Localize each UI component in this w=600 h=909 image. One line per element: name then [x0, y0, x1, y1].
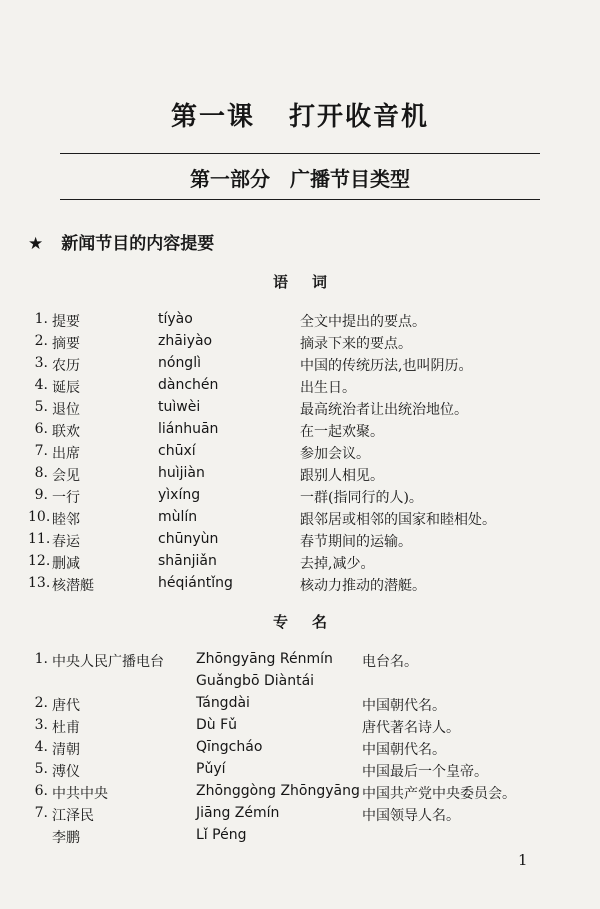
- row-number: 6.: [34, 783, 48, 799]
- vocab-definition: 中国的传统历法,也叫阴历。: [300, 358, 473, 374]
- vocab-pinyin: shānjiǎn: [158, 553, 217, 569]
- name-row: [0, 673, 600, 695]
- name-row: [0, 695, 600, 717]
- divider-bottom: [60, 199, 540, 200]
- vocab-term: 删减: [52, 556, 80, 572]
- vocab-pinyin: dànchén: [158, 377, 219, 393]
- vocab-term: 出席: [52, 446, 80, 462]
- row-number: 13.: [28, 575, 51, 591]
- vocab-definition: 一群(指同行的人)。: [300, 490, 423, 506]
- vocab-definition: 摘录下来的要点。: [300, 336, 412, 352]
- lesson-title: [0, 96, 600, 133]
- vocab-definition: 去掉,减少。: [300, 556, 375, 572]
- vocab-pinyin: chūnyùn: [158, 531, 219, 547]
- vocab-row: [0, 575, 600, 597]
- name-term: 江泽民: [52, 808, 94, 824]
- row-number: 2.: [34, 695, 48, 711]
- name-row: [0, 651, 600, 673]
- row-number: 4.: [34, 739, 48, 755]
- name-term: 杜甫: [52, 720, 80, 736]
- name-term: 李鹏: [52, 830, 80, 846]
- vocab-term: 诞辰: [52, 380, 80, 396]
- vocab-row: [0, 355, 600, 377]
- name-term: 唐代: [52, 698, 80, 714]
- name-term: 清朝: [52, 742, 80, 758]
- vocab-row: [0, 487, 600, 509]
- name-row: [0, 739, 600, 761]
- name-row: [0, 761, 600, 783]
- name-pinyin: Tángdài: [196, 695, 250, 711]
- vocab-pinyin: tuìwèi: [158, 399, 201, 415]
- vocab-row: [0, 465, 600, 487]
- part-title: [0, 163, 600, 192]
- vocab-term: 睦邻: [52, 512, 80, 528]
- name-term: 中共中央: [52, 786, 108, 802]
- lesson-topic: 打开收音机: [289, 102, 430, 132]
- vocab-term: 农历: [52, 358, 80, 374]
- name-row: [0, 805, 600, 827]
- name-definition: 中国朝代名。: [362, 742, 446, 758]
- vocab-term: 核潜艇: [52, 578, 94, 594]
- vocab-row: [0, 311, 600, 333]
- proper-names-heading: 专名: [272, 613, 351, 631]
- vocab-row: [0, 553, 600, 575]
- name-row: [0, 827, 600, 849]
- name-pinyin: Dù Fǔ: [196, 717, 238, 733]
- vocab-pinyin: zhāiyào: [158, 333, 213, 349]
- vocab-row: [0, 377, 600, 399]
- row-number: 9.: [34, 487, 48, 503]
- part-number: 第一部分: [190, 167, 270, 191]
- vocab-row: [0, 421, 600, 443]
- vocab-term: 提要: [52, 314, 80, 330]
- row-number: 3.: [34, 355, 48, 371]
- vocab-pinyin: nónglì: [158, 355, 201, 371]
- vocab-definition: 在一起欢聚。: [300, 424, 384, 440]
- vocab-pinyin: tíyào: [158, 311, 193, 327]
- row-number: 11.: [28, 531, 51, 547]
- vocab-row: [0, 509, 600, 531]
- row-number: 1.: [34, 651, 48, 667]
- vocab-definition: 出生日。: [300, 380, 356, 396]
- vocab-definition: 跟邻居或相邻的国家和睦相处。: [300, 512, 496, 528]
- row-number: 10.: [28, 509, 51, 525]
- name-definition: 电台名。: [362, 654, 418, 670]
- vocab-term: 联欢: [52, 424, 80, 440]
- vocab-definition: 跟别人相见。: [300, 468, 384, 484]
- divider-top: [60, 153, 540, 154]
- vocab-pinyin: liánhuān: [158, 421, 219, 437]
- vocab-pinyin: mùlín: [158, 509, 198, 525]
- name-pinyin: Qīngcháo: [196, 739, 263, 755]
- name-pinyin: Pǔyí: [196, 761, 226, 777]
- vocab-pinyin: héqiántǐng: [158, 575, 233, 591]
- section-heading: [28, 229, 214, 254]
- row-number: 5.: [34, 761, 48, 777]
- name-pinyin: Jiāng Zémín: [196, 805, 280, 821]
- vocab-row: [0, 443, 600, 465]
- vocab-pinyin: yìxíng: [158, 487, 201, 503]
- section-title: 新闻节目的内容提要: [61, 234, 215, 254]
- name-pinyin: Zhōnggòng Zhōngyāng: [196, 783, 360, 799]
- vocab-definition: 最高统治者让出统治地位。: [300, 402, 468, 418]
- vocab-term: 会见: [52, 468, 80, 484]
- name-pinyin: Guǎngbō Diàntái: [196, 673, 315, 689]
- vocab-row: [0, 399, 600, 421]
- vocab-term: 摘要: [52, 336, 80, 352]
- vocab-pinyin: huìjiàn: [158, 465, 205, 481]
- row-number: 8.: [34, 465, 48, 481]
- name-pinyin: Zhōngyāng Rénmín: [196, 651, 333, 667]
- vocab-term: 退位: [52, 402, 80, 418]
- vocab-row: [0, 531, 600, 553]
- name-pinyin: Lǐ Péng: [196, 827, 247, 843]
- vocab-definition: 核动力推动的潜艇。: [300, 578, 426, 594]
- vocab-term: 一行: [52, 490, 80, 506]
- name-term: 溥仪: [52, 764, 80, 780]
- name-definition: 中国共产党中央委员会。: [362, 786, 516, 802]
- page-number: 1: [518, 851, 528, 869]
- vocab-definition: 参加会议。: [300, 446, 370, 462]
- lesson-number: 第一课: [170, 102, 255, 132]
- vocab-row: [0, 333, 600, 355]
- row-number: 12.: [28, 553, 51, 569]
- vocab-definition: 春节期间的运输。: [300, 534, 412, 550]
- name-row: [0, 783, 600, 805]
- vocab-term: 春运: [52, 534, 80, 550]
- vocab-pinyin: chūxí: [158, 443, 196, 459]
- vocab-definition: 全文中提出的要点。: [300, 314, 426, 330]
- row-number: 2.: [34, 333, 48, 349]
- part-topic: 广播节目类型: [290, 167, 410, 191]
- row-number: 3.: [34, 717, 48, 733]
- name-definition: 中国领导人名。: [362, 808, 460, 824]
- name-definition: 中国朝代名。: [362, 698, 446, 714]
- row-number: 7.: [34, 443, 48, 459]
- name-definition: 唐代著名诗人。: [362, 720, 460, 736]
- name-definition: 中国最后一个皇帝。: [362, 764, 488, 780]
- star-icon: ★: [28, 234, 44, 254]
- name-term: 中央人民广播电台: [52, 654, 164, 670]
- row-number: 5.: [34, 399, 48, 415]
- row-number: 7.: [34, 805, 48, 821]
- row-number: 6.: [34, 421, 48, 437]
- row-number: 4.: [34, 377, 48, 393]
- row-number: 1.: [34, 311, 48, 327]
- name-row: [0, 717, 600, 739]
- vocab-heading: 语词: [272, 273, 351, 291]
